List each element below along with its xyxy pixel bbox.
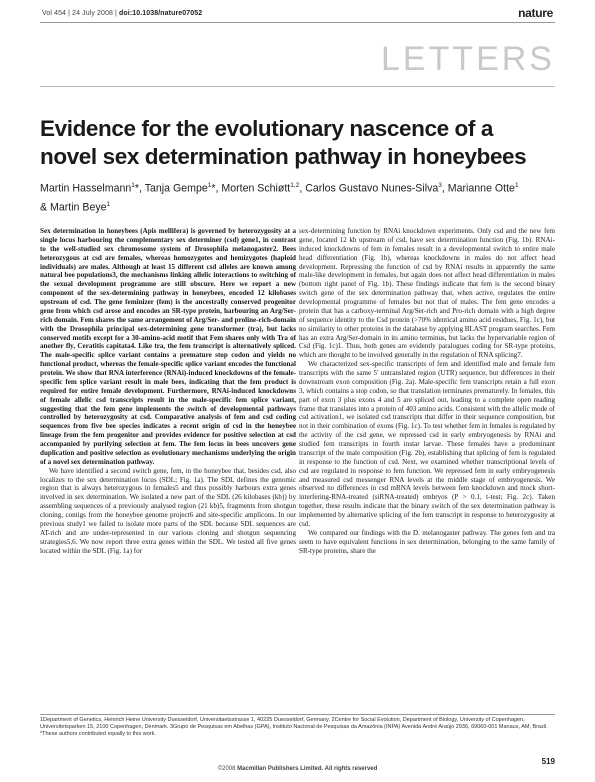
author-affiliation: 3 [438,182,442,189]
section-label: LETTERS [380,40,555,78]
author-affiliation: 1 [207,182,212,189]
body-paragraph: sex-determining function by RNAi knockdown experiments. Only csd and the new fem gene, located 12 kb upstream of csd, have sex determination function (Fig. 1b). RNAi-induced knockdowns of fem in females result in a developmental switch to entire male head differentiation (Fig. 1b), whereas knockdowns in males do not affect head development. Repressing the function of csd by RNAi results in apparently the same male-like development in females, but again does not affect head differentiation in males (bottom right panel of Fig. 1b). These findings indicate that fem is the second binary switch gene of the sex determination pathway that, when active, regulates the entire developmental programme of females but not that of males. The fem gene encodes a protein that has a carboxy-terminal Arg/Ser-rich and Pro-rich domain with a high degree of sequence identity to the Csd protein (>70% identical amino acid residues, Fig. 1c), but no similarity to other proteins in the database by applying BLAST program searches. Fem has an extra Arg/Ser-domain in its amino terminus, but lacks the hypervariable region of Csd (Fig. 1c)1. Thus, both genes are evidently paralogues coding for SR-type proteins, which are thought to be involved generally in the regulation of RNA splicing7. [299,227,555,360]
author-name: Carlos Gustavo Nunes-Silva [305,182,439,195]
doi: doi:10.1038/nature07052 [119,10,203,17]
author-name: Martin Hasselmann [40,182,132,195]
journal-logo: nature [518,6,553,20]
body-paragraph: We characterized sex-specific transcripts of fem and identified male and female fem transcripts with the same 5′ untranslated region (UTR) sequence, but differences in their downstream exon composition (Fig. 2a). Male-specific fem transcripts retain a full exon 3, which contains a stop codon, so that translation terminates prematurely. In females, this part of exon 3 plus exons 4 and 5 are spliced out, leading to a complete open reading frame that translates into a protein of 403 amino acids. Consistent with the allelic mode of csd activation1, we isolated csd transcripts that differ in their sequence composition, but not in their combination of exons (Fig. 1c). To test whether fem in females is regulated by the activity of the csd gene, we repressed csd in early embryogenesis by RNAi and studied fem transcripts in fourth instar larvae. These females have a predominant transcript of the male composition (Fig. 2b), establishing that splicing of fem is regulated in response to the function of csd. Next, we examined whether transcriptional levels of csd are regulated in response to fem function. We repressed fem in early embryogenesis and measured csd messenger RNA levels at the middle stage of embryogenesis. We observed no differences in csd mRNA levels between fem knockdown and mock short-interfering-RNA-treated (siRNA-treated) embryos (P > 0.1, t-test; Fig. 2c). Taken together, these results indicate that the binary switch of the sex determination pathway is implemented by alternative splicing of the fem transcript in response to heterozygosity at csd. [299,360,555,528]
copyright-line [0,766,595,772]
running-header: Vol 454 | 24 July 2008 | doi:10.1038/nature07052 [42,10,203,17]
body-paragraph: We compared our findings with the D. melanogaster pathway. The genes fem and tra seem to have equivalent functions in sex determination, belonging to the same family of SR-type proteins, share the [299,528,555,555]
section-rule [40,86,555,87]
equal-contribution-mark: * [211,182,216,195]
article-title: Evidence for the evolutionary nascence of a novel sex determination pathway in honeybees [40,116,527,169]
left-column [40,227,296,555]
footnote-rule [40,714,555,715]
abstract: Sex determination in honeybees (Apis mellifera) is governed by heterozygosity at a single locus harbouring the complementary sex determiner (csd) gene1, in contrast to the well-studied sex chromosome system of Drosophila melanogaster2. Bees heterozygous at csd are females, whereas homozygotes and hemizygotes (haploid individuals) are males. Although at least 15 different csd alleles are known among natural bee populations3, the mechanisms linking allelic interactions to switching of the sexual development programme are still obscure. Here we report a new component of the sex-determining pathway in honeybees, encoded 12 kilobases upstream of csd. The gene feminizer (fem) is the ancestrally conserved progenitor gene from which csd arose and encodes an SR-type protein, harbouring an Arg/Ser-rich domain. Fem shares the same arrangement of Arg/Ser- and proline-rich-domain with the Drosophila principal sex-determining gene transformer (tra), but lacks conserved motifs except for a 30-amino-acid motif that Fem shares only with Tra of another fly, Ceratitis capitata4. Like tra, the fem transcript is alternatively spliced. The male-specific splice variant contains a premature stop codon and yields no functional product, whereas the female-specific splice variant encodes the functional protein. We show that RNA interference (RNAi)-induced knockdowns of the female-specific fem splice variant result in male bees, indicating that the fem product is required for entire female development. Furthermore, RNAi-induced knockdowns of female allelic csd transcripts result in the male-specific fem splice variant, suggesting that the fem gene implements the switch of developmental pathways controlled by heterozygosity at csd. Comparative analysis of fem and csd coding sequences from five bee species indicates a recent origin of csd in the honeybee lineage from the fem progenitor and provides evidence for positive selection at csd accompanied by purifying selection at fem. The fem locus in bees uncovers gene duplication and positive selection as evolutionary mechanisms underlying the origin of a novel sex determination pathway. [40,227,296,466]
footnotes [40,717,555,739]
issue-date: 24 July 2008 [72,10,113,17]
author-affiliation: 1 [514,182,519,189]
equal-contribution-note: *These authors contributed equally to this work. [40,731,156,738]
page-number: 519 [541,757,555,766]
author-name: Tanja Gempe [144,182,208,195]
affiliations: 1Department of Genetics, Heinrich Heine University Duesseldorf, Universitaetsstrasse 1, 40225 Duesseldorf, Germany. 2Centre for Social Evolution, Department of Biology, University of Copenhagen, Universitetsparken 15, 2100 Copenhagen, Denmark. 3Grupo de Pesquisas em Abelhas (GPA), Instituto Nacional de Pesquisas da Amazônia (INPA) Avenida André Araújo 2936, 69060-001 Manaus, AM, Brazil. [40,717,548,731]
author-name: & Martin Beye [40,201,107,214]
equal-contribution-mark: * [134,182,140,195]
body-paragraph: We have identified a second switch gene, fem, in the honeybee that, besides csd, also localizes to the sex determination locus (SDL; Fig. 1a). The SDL defines the genomic region that is always heterozygous in females5 and thus possibly harbours extra genes involved in sex determination. We isolated a new part of the SDL (26 kilobases (kb)) by assembling sequences of a previously analysed region (21 kb)5, fragments from shotgun cloning, contigs from the honeybee genome project6 and site-specific amplicons. In our previous study1 we failed to isolate more parts of the SDL because SDL sequences are AT-rich and are under-represented in our various cloning and shotgun sequencing strategies5,6. We now report three extra genes within the SDL. We tested all five genes located within the SDL (Fig. 1a) for [40,466,296,555]
header-rule [40,22,555,23]
copyright-year: ©2008 [217,766,236,772]
author-affiliation: 1 [106,200,111,208]
volume: Vol 454 [42,10,67,17]
publisher: Macmillan Publishers Limited. All rights reserved [237,766,378,772]
author-affiliation: 1,2 [290,182,300,189]
author-name: Morten Schiøtt [221,182,291,195]
author-list: Martin Hasselmann$^1$*, Tanja Gempe$^1$*, Morten Schiøtt$^{1,2}$, Carlos Gustavo Nunes-Silva$^3$, Marianne Otte$^1$ & Martin Beye$^1$ [40,182,519,214]
author-name: Marianne Otte [447,182,515,195]
right-column [299,227,555,555]
author-affiliation: 1 [131,182,135,189]
